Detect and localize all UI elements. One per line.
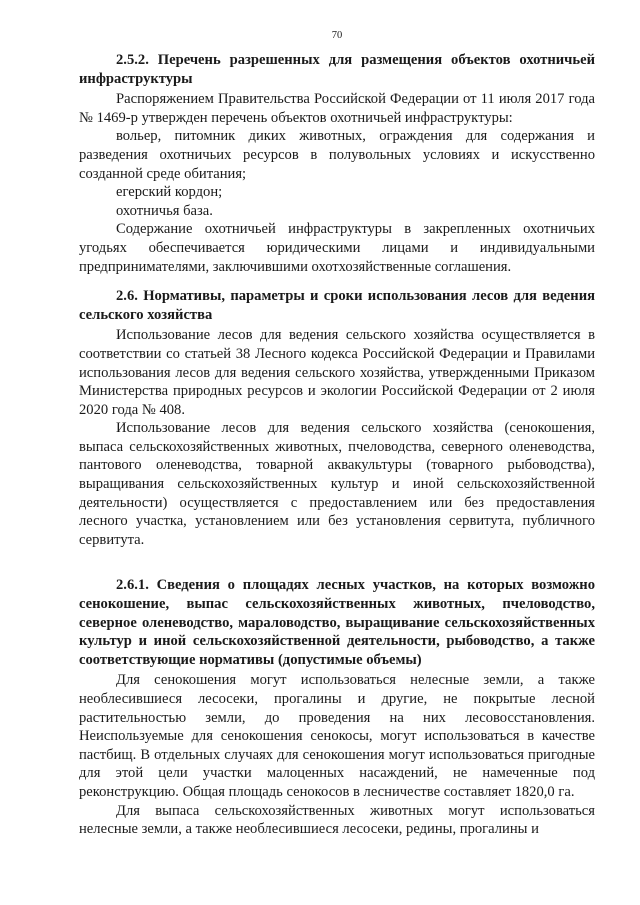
section-heading-2-6 — [79, 287, 595, 324]
paragraph: вольер, питомник диких животных, ограждения для содержания и разведения охотничьих ресурсов в полувольных условиях и искусственно созданной среде обитания; — [79, 128, 595, 182]
paragraph: егерский кордон; — [116, 184, 223, 201]
page-number: 70 — [331, 30, 343, 41]
paragraph: охотничья база. — [116, 202, 213, 219]
paragraph: Для выпаса сельскохозяйственных животных могут использоваться нелесные земли, а также необлесившиеся лесосеки, редины, прогалины и — [79, 802, 595, 838]
document-page — [79, 0, 595, 905]
section-heading-text: 2.5.2. Перечень разрешенных для размещения объектов охотничьей инфраструктуры — [79, 52, 595, 87]
section-heading-text: 2.6.1. Сведения о площадях лесных участков, на которых возможно сенокошение, выпас сельскохозяйственных животных, пчеловодство, северное оленеводство, мараловодство, выращивание сельскохозяйственных культур и иной сельскохозяйственной деятельности, рыбоводство, а также соответствующие нормативы (допустимые объемы) — [79, 577, 595, 668]
paragraph: Для сенокошения могут использоваться нелесные земли, а также необлесившиеся лесосеки, прогалины и другие, не покрытые лесной растительностью земли, до проведения на них лесовосстановления. Неиспользуемые для сенокошения сенокосы, могут использоваться в качестве пастбищ. В отдельных случаях для сенокошения могут использоваться пригодные для этой цели участки малоценных насаждений, не намеченные под реконструкцию. Общая площадь сенокосов в лесничестве составляет 1820,0 га. — [79, 672, 595, 800]
section-heading-2-5-2 — [79, 51, 595, 88]
paragraph: Использование лесов для ведения сельского хозяйства (сенокошения, выпаса сельскохозяйственных животных, пчеловодства, северного оленеводства, пантового оленеводства, товарной аквакультуры (товарного рыбоводства), выращивания сельскохозяйственных культур и иной сельскохозяйственной деятельности) осуществляется с предоставлением или без предоставления лесного участка, установлением или без установления сервитута, публичного сервитута. — [79, 420, 595, 548]
paragraph: Распоряжением Правительства Российской Федерации от 11 июля 2017 года № 1469-р утвержден перечень объектов охотничьей инфраструктуры: — [79, 91, 595, 126]
section-heading-text: 2.6. Нормативы, параметры и сроки использования лесов для ведения сельского хозяйства — [79, 288, 595, 323]
paragraph: Содержание охотничьей инфраструктуры в закрепленных охотничьих угодьях обеспечивается юридическими лицами и индивидуальными предпринимателями, заключившими охотхозяйственные соглашения. — [79, 221, 595, 275]
paragraph: Использование лесов для ведения сельского хозяйства осуществляется в соответствии со статьей 38 Лесного кодекса Российской Федерации и Правилами использования лесов для ведения сельского хозяйства, утвержденными Приказом Министерства природных ресурсов и экологии Российской Федерации от 2 июля 2020 года № 408. — [79, 327, 595, 418]
section-heading-2-6-1 — [79, 576, 595, 669]
document-body — [79, 51, 595, 839]
